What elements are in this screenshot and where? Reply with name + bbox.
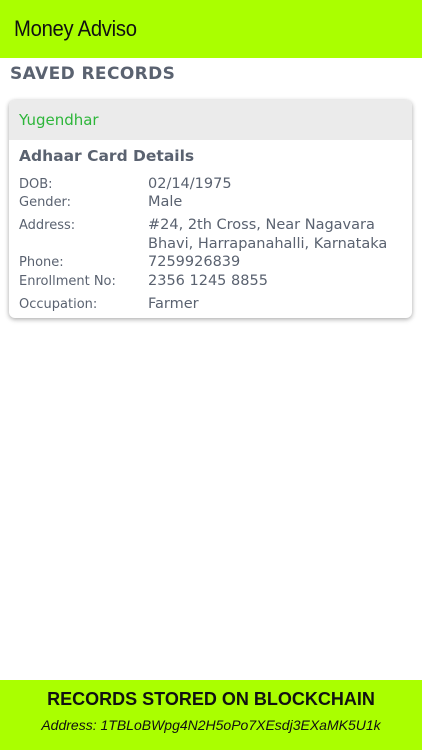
section-title: SAVED RECORDS — [10, 64, 176, 84]
record-card-header — [9, 100, 412, 140]
phone-value: 7259926839 — [148, 254, 241, 270]
occupation-label: Occupation: — [19, 297, 98, 312]
record-card[interactable] — [9, 100, 412, 318]
dob-value: 02/14/1975 — [148, 176, 232, 192]
blockchain-footer — [0, 680, 422, 750]
blockchain-address: Address: 1TBLoBWpg4N2H5oPo7XEsdj3EXaMK5U1k — [41, 717, 381, 733]
card-subtitle: Adhaar Card Details — [19, 147, 195, 165]
app-bar — [0, 0, 422, 58]
gender-value: Male — [148, 194, 183, 210]
gender-label: Gender: — [19, 195, 72, 210]
address-value-line-2: Bhavi, Harrapanahalli, Karnataka — [148, 236, 388, 252]
app-title: Money Adviso — [14, 16, 137, 41]
dob-label: DOB: — [19, 177, 53, 192]
enrollment-value: 2356 1245 8855 — [148, 273, 268, 289]
occupation-value: Farmer — [148, 296, 199, 312]
enrollment-label: Enrollment No: — [19, 274, 116, 289]
record-card-body — [9, 140, 412, 318]
record-name: Yugendhar — [19, 111, 99, 129]
phone-label: Phone: — [19, 255, 64, 270]
address-value-line-1: #24, 2th Cross, Near Nagavara — [148, 217, 375, 233]
footer-title: RECORDS STORED ON BLOCKCHAIN — [47, 689, 375, 709]
address-label: Address: — [19, 218, 76, 233]
